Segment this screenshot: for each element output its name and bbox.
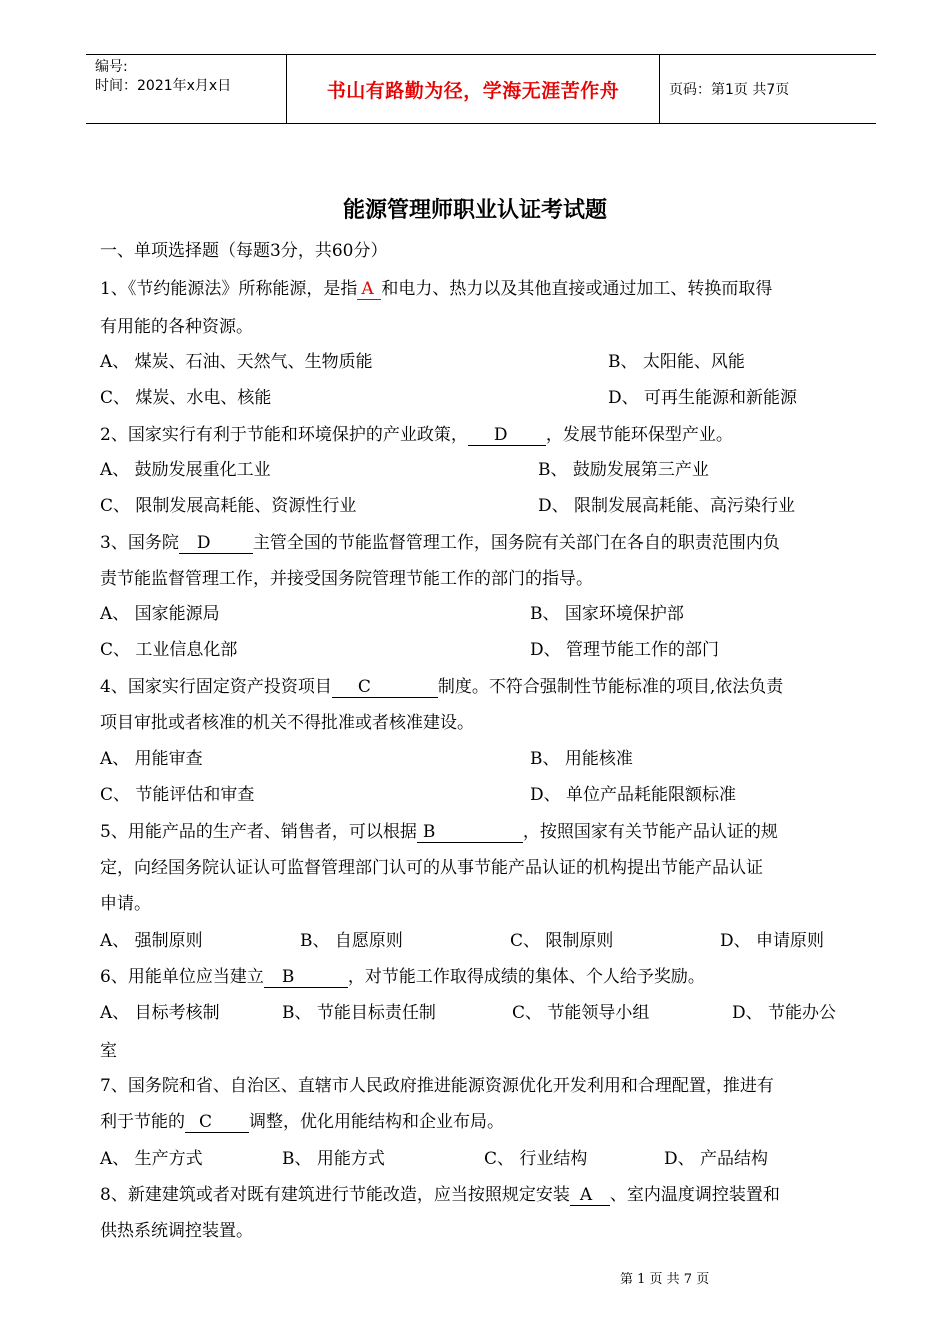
question-5-line-2: 定，向经国务院认证认可监督管理部门认可的从事节能产品认证的机构提出节能产品认证	[100, 858, 763, 878]
option-c: C、 限制发展高耗能、资源性行业	[100, 496, 357, 516]
option-d: D、 申请原则	[720, 931, 825, 951]
answer-blank: A	[357, 280, 381, 300]
question-7-line-2: 利于节能的 C 调整，优化用能结构和企业布局。	[100, 1112, 504, 1132]
option-wrap: 室	[100, 1041, 117, 1061]
option-c: C、 限制原则	[510, 931, 614, 951]
option-b: B、 国家环境保护部	[530, 604, 684, 624]
page-header	[86, 54, 876, 124]
question-8-line-2: 供热系统调控装置。	[100, 1221, 253, 1241]
exam-title: 能源管理师职业认证考试题	[342, 197, 607, 223]
answer-blank: D	[179, 534, 253, 554]
answer-blank: C	[332, 678, 438, 698]
option-d: D、 管理节能工作的部门	[530, 640, 720, 660]
option-c: C、 行业结构	[484, 1149, 588, 1169]
option-a: A、 强制原则	[100, 931, 203, 951]
option-b: B、 太阳能、风能	[608, 352, 745, 372]
option-b: B、 用能核准	[530, 749, 633, 769]
option-a: A、 煤炭、石油、天然气、生物质能	[100, 352, 373, 372]
header-meta	[86, 55, 287, 123]
option-a: A、 目标考核制	[100, 1003, 220, 1023]
answer-blank: B	[264, 968, 348, 988]
option-c: C、 节能评估和审查	[100, 785, 255, 805]
option-b: B、 自愿原则	[300, 931, 403, 951]
option-d: D、 单位产品耗能限额标准	[530, 785, 737, 805]
option-d: D、 节能办公	[732, 1003, 837, 1023]
question-8: 8、新建建筑或者对既有建筑进行节能改造，应当按照规定安装 A 、室内温度调控装置和	[100, 1185, 780, 1205]
answer-blank: A	[570, 1186, 610, 1206]
header-page-label: 页码：第1页 共7页	[669, 82, 790, 98]
option-c: C、 煤炭、水电、核能	[100, 388, 272, 408]
option-d: D、 产品结构	[664, 1149, 769, 1169]
question-7: 7、国务院和省、自治区、直辖市人民政府推进能源资源优化开发利用和合理配置，推进有	[100, 1076, 774, 1096]
question-1: 1、《节约能源法》所称能源，是指 A 和电力、热力以及其他直接或通过加工、转换而取得	[100, 279, 773, 299]
option-a: A、 国家能源局	[100, 604, 220, 624]
option-b: B、 用能方式	[282, 1149, 385, 1169]
option-d: D、 可再生能源和新能源	[608, 388, 798, 408]
question-5-line-3: 申请。	[100, 894, 151, 914]
question-5: 5、用能产品的生产者、销售者，可以根据 B ，按照国家有关节能产品认证的规	[100, 822, 778, 842]
option-a: A、 鼓励发展重化工业	[100, 460, 271, 480]
header-motto: 书山有路勤为径，学海无涯苦作舟	[287, 55, 660, 123]
option-a: A、 生产方式	[100, 1149, 203, 1169]
option-c: C、 工业信息化部	[100, 640, 238, 660]
question-3-line-2: 责节能监督管理工作，并接受国务院管理节能工作的部门的指导。	[100, 569, 593, 589]
document-number-label: 编号:	[95, 59, 128, 75]
document-time-label: 时间：2021年x月x日	[95, 78, 232, 94]
question-1-line-2: 有用能的各种资源。	[100, 317, 253, 337]
option-b: B、 节能目标责任制	[282, 1003, 436, 1023]
option-b: B、 鼓励发展第三产业	[538, 460, 709, 480]
page-footer: 第 1 页 共 7 页	[620, 1272, 710, 1287]
answer-blank: C	[185, 1113, 249, 1133]
question-4-line-2: 项目审批或者核准的机关不得批准或者核准建设。	[100, 713, 474, 733]
question-6: 6、用能单位应当建立 B ，对节能工作取得成绩的集体、个人给予奖励。	[100, 967, 705, 987]
option-d: D、 限制发展高耗能、高污染行业	[538, 496, 796, 516]
section-title: 一、单项选择题（每题3分，共60分）	[100, 241, 388, 261]
option-c: C、 节能领导小组	[512, 1003, 650, 1023]
answer-blank: D	[468, 426, 546, 446]
question-3: 3、国务院 D 主管全国的节能监督管理工作，国务院有关部门在各自的职责范围内负	[100, 533, 780, 553]
answer-blank: B	[417, 823, 523, 843]
question-4: 4、国家实行固定资产投资项目 C 制度。不符合强制性节能标准的项目,依法负责	[100, 677, 784, 697]
question-2: 2、国家实行有利于节能和环境保护的产业政策， D ，发展节能环保型产业。	[100, 425, 733, 445]
option-a: A、 用能审查	[100, 749, 203, 769]
